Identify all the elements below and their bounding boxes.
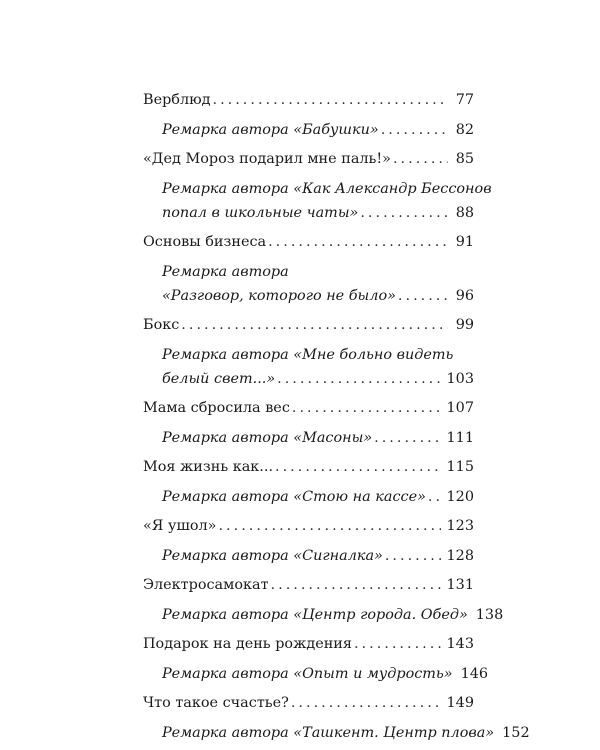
toc-subentry bbox=[143, 426, 474, 450]
toc-entry-title: Ремарка автора «Сигналка» bbox=[162, 547, 383, 564]
toc-entry-title-line1: Ремарка автора bbox=[162, 263, 289, 280]
dot-leader bbox=[398, 284, 448, 308]
toc-page-number: 152 bbox=[502, 724, 530, 741]
toc-page-number: 88 bbox=[455, 204, 474, 221]
toc-entry-title: Мама сбросила вес bbox=[143, 400, 290, 416]
toc-subentry bbox=[143, 177, 492, 225]
toc-entry-title: Ремарка автора «Опыт и мудрость» bbox=[162, 665, 453, 682]
toc-subentry bbox=[143, 544, 474, 568]
dot-leader bbox=[277, 367, 440, 391]
toc-entry bbox=[143, 573, 474, 597]
toc-page-number: 120 bbox=[446, 488, 474, 505]
dot-leader bbox=[271, 573, 441, 597]
toc-entry-title: «Разговор, которого не было» bbox=[162, 287, 396, 304]
toc-page-number: 96 bbox=[455, 287, 474, 304]
toc-page-number: 111 bbox=[446, 429, 474, 446]
dot-leader bbox=[428, 485, 441, 509]
toc-entry-title: Электросамокат bbox=[143, 577, 269, 593]
dot-leader bbox=[385, 544, 441, 568]
toc-entry-title: Ремарка автора «Бабушки» bbox=[162, 121, 379, 138]
dot-leader bbox=[268, 230, 448, 254]
dot-leader bbox=[393, 147, 448, 171]
toc-subentry bbox=[143, 260, 474, 308]
toc-page-number: 91 bbox=[455, 234, 474, 250]
toc-entry bbox=[143, 230, 474, 254]
table-of-contents bbox=[143, 88, 530, 750]
toc-page-number: 82 bbox=[455, 121, 474, 138]
toc-page-number: 149 bbox=[446, 695, 474, 711]
toc-page-number: 131 bbox=[446, 577, 474, 593]
toc-entry-title: Бокс bbox=[143, 317, 180, 333]
toc-entry-title: Ремарка автора «Центр города. Обед» bbox=[162, 606, 468, 623]
toc-page-number: 77 bbox=[455, 92, 474, 108]
toc-page-number: 115 bbox=[446, 459, 474, 475]
dot-leader bbox=[213, 88, 449, 112]
dot-leader bbox=[291, 691, 441, 715]
toc-entry-title: Ремарка автора «Ташкент. Центр плова» bbox=[162, 724, 495, 741]
toc-entry-title: попал в школьные чаты» bbox=[162, 204, 359, 221]
dot-leader bbox=[292, 396, 441, 420]
toc-entry bbox=[143, 514, 474, 538]
toc-page-number: 146 bbox=[460, 665, 489, 682]
toc-subentry bbox=[143, 603, 504, 627]
toc-entry bbox=[143, 691, 474, 715]
toc-entry bbox=[143, 147, 474, 171]
dot-leader bbox=[181, 313, 448, 337]
dot-leader bbox=[374, 426, 440, 450]
toc-page-number: 138 bbox=[475, 606, 504, 623]
dot-leader bbox=[218, 514, 440, 538]
toc-entry-title: «Я ушол» bbox=[143, 518, 217, 534]
dot-leader bbox=[360, 201, 448, 225]
toc-entry bbox=[143, 88, 474, 112]
toc-entry-title: Моя жизнь как... bbox=[143, 459, 274, 475]
toc-page-number: 107 bbox=[446, 400, 474, 416]
toc-entry-title: Подарок на день рождения bbox=[143, 636, 352, 652]
toc-entry-title: «Дед Мороз подарил мне паль!» bbox=[143, 151, 391, 167]
toc-page-number: 123 bbox=[446, 518, 474, 534]
toc-page-number: 85 bbox=[455, 151, 474, 167]
toc-page-number: 128 bbox=[446, 547, 474, 564]
toc-page-number: 103 bbox=[446, 370, 474, 387]
toc-entry bbox=[143, 313, 474, 337]
toc-entry-title: Основы бизнеса bbox=[143, 234, 267, 250]
toc-page-number: 143 bbox=[446, 636, 474, 652]
toc-entry bbox=[143, 396, 474, 420]
toc-subentry bbox=[143, 485, 474, 509]
dot-leader bbox=[381, 118, 448, 142]
toc-entry-title: Ремарка автора «Стою на кассе» bbox=[162, 488, 426, 505]
toc-entry-title: белый свет...» bbox=[162, 370, 276, 387]
toc-entry-title-line1: Ремарка автора «Мне больно видеть bbox=[162, 346, 454, 363]
toc-subentry bbox=[143, 118, 474, 142]
toc-entry-title: Ремарка автора «Масоны» bbox=[162, 429, 373, 446]
toc-entry-title: Верблюд bbox=[143, 92, 211, 108]
toc-subentry bbox=[143, 662, 489, 686]
toc-subentry bbox=[143, 343, 474, 391]
toc-entry-title: Что такое счастье? bbox=[143, 695, 289, 711]
toc-subentry bbox=[143, 721, 530, 745]
toc-page-number: 99 bbox=[455, 317, 474, 333]
dot-leader bbox=[275, 455, 441, 479]
toc-entry bbox=[143, 632, 474, 656]
dot-leader bbox=[354, 632, 441, 656]
toc-entry bbox=[143, 455, 474, 479]
toc-entry-title-line1: Ремарка автора «Как Александр Бессонов bbox=[162, 180, 492, 197]
